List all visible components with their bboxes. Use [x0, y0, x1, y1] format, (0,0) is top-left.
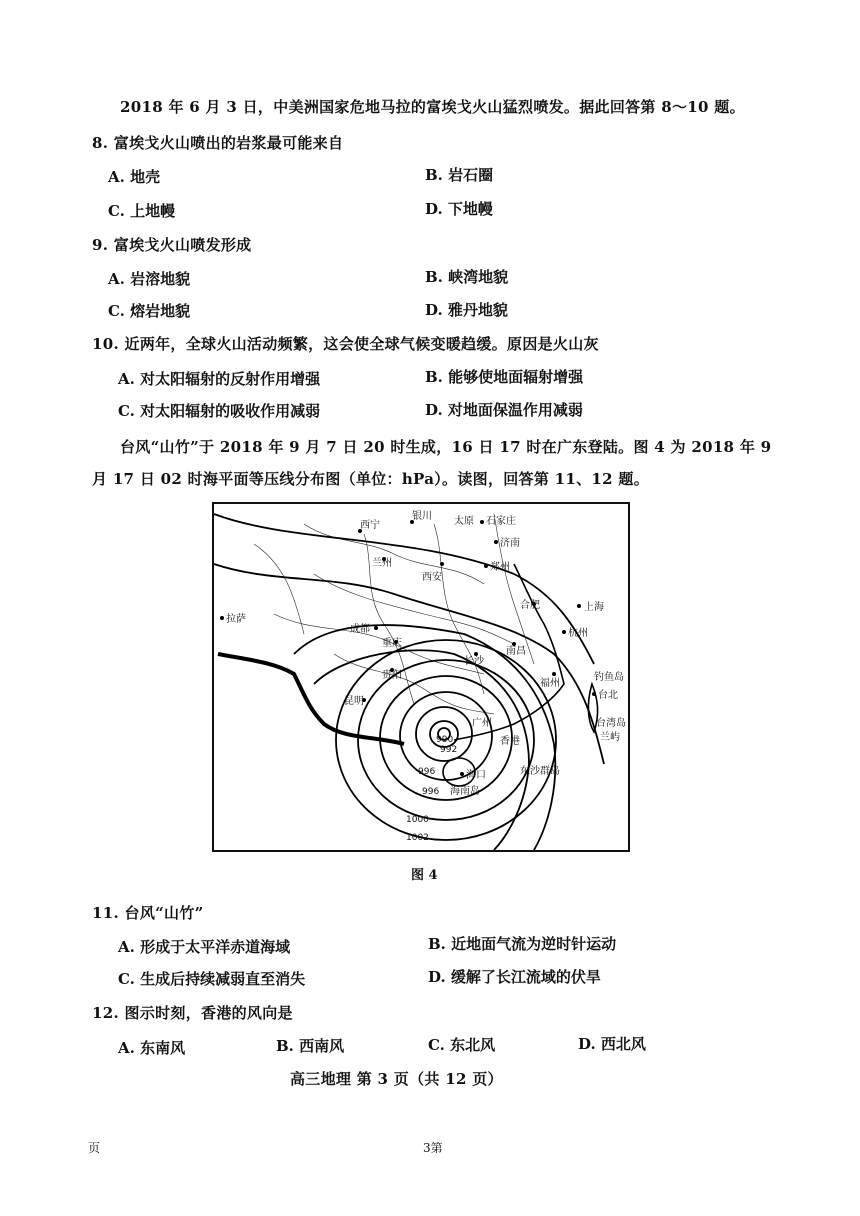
isobar-label-1002: 1002 — [406, 833, 429, 843]
city-jinan: 济南 — [500, 538, 520, 549]
question-10-stem: 10. 近两年，全球火山活动频繁，这会使全球气候变暖趋缓。原因是火山灰 — [92, 335, 599, 353]
bottom-page-marker: 3第 — [423, 1141, 443, 1155]
question-8-option-d: D. 下地幔 — [425, 200, 493, 218]
province-borders — [254, 514, 534, 714]
city-xian: 西安 — [422, 572, 442, 583]
city-taiyuan: 太原 — [454, 516, 474, 527]
city-xianggang: 香港 — [500, 736, 520, 747]
question-9-option-a: A. 岩溶地貌 — [108, 270, 191, 288]
question-9-option-c: C. 熔岩地貌 — [108, 302, 191, 320]
question-12-stem: 12. 图示时刻，香港的风向是 — [92, 1004, 293, 1022]
isobar-map — [212, 502, 630, 852]
city-kunming: 昆明 — [344, 696, 364, 707]
city-lanyu: 兰屿 — [600, 732, 620, 743]
city-hainan: 海南岛 — [450, 786, 480, 797]
national-border — [218, 654, 404, 744]
city-diaoyu: 钓鱼岛 — [594, 672, 624, 683]
question-8-option-c: C. 上地幔 — [108, 202, 176, 220]
question-10-option-d: D. 对地面保温作用减弱 — [425, 401, 583, 419]
bottom-left-marker: 页 — [88, 1141, 101, 1155]
isobar-label-992: 992 — [440, 745, 458, 755]
city-shijiazhuang: 石家庄 — [486, 516, 516, 527]
question-11-option-a: A. 形成于太平洋赤道海域 — [118, 938, 291, 956]
city-taibei: 台北 — [598, 690, 618, 701]
city-chongqing: 重庆 — [382, 638, 402, 649]
city-dots — [220, 520, 596, 776]
city-lasa: 拉萨 — [226, 614, 246, 625]
question-8-stem: 8. 富埃戈火山喷出的岩浆最可能来自 — [92, 134, 344, 152]
isobar-label-996b: 996 — [422, 787, 440, 797]
city-nanchang: 南昌 — [506, 646, 526, 657]
question-12-option-d: D. 西北风 — [578, 1035, 646, 1053]
city-chengdu: 成都 — [350, 624, 370, 635]
city-dongsha: 东沙群岛 — [520, 766, 560, 777]
city-taiwan: 台湾岛 — [596, 718, 626, 729]
question-12-option-a: A. 东南风 — [118, 1039, 186, 1057]
intro-typhoon-line-2: 月 17 日 02 时海平面等压线分布图（单位：hPa）。读图，回答第 11、12 题。 — [92, 470, 650, 488]
coastline — [443, 564, 598, 786]
question-11-option-b: B. 近地面气流为逆时针运动 — [428, 935, 617, 953]
question-11-option-c: C. 生成后持续减弱直至消失 — [118, 970, 306, 988]
question-12-option-b: B. 西南风 — [276, 1037, 345, 1055]
city-guangzhou: 广州 — [472, 718, 492, 729]
city-hefei: 合肥 — [520, 600, 540, 611]
question-9-stem: 9. 富埃戈火山喷发形成 — [92, 236, 252, 254]
question-8-option-a: A. 地壳 — [108, 168, 161, 186]
isobar-label-1000: 1000 — [406, 815, 429, 825]
question-12-option-c: C. 东北风 — [428, 1036, 496, 1054]
question-9-option-b: B. 峡湾地貌 — [425, 268, 509, 286]
question-9-option-d: D. 雅丹地貌 — [425, 301, 508, 319]
question-10-option-c: C. 对太阳辐射的吸收作用减弱 — [118, 402, 321, 420]
city-guiyang: 贵阳 — [382, 670, 402, 681]
isobar-label-996a: 996 — [418, 767, 436, 777]
city-zhengzhou: 郑州 — [490, 562, 510, 573]
isobar-label-990: 990 — [436, 735, 454, 745]
question-11-stem: 11. 台风“山竹” — [92, 904, 204, 922]
city-lanzhou: 兰州 — [372, 558, 392, 569]
page-footer: 高三地理 第 3 页（共 12 页） — [290, 1070, 503, 1088]
city-fuzhou: 福州 — [540, 678, 560, 689]
city-haikou: 海口 — [466, 770, 486, 781]
question-10-option-a: A. 对太阳辐射的反射作用增强 — [118, 370, 321, 388]
city-shanghai: 上海 — [584, 602, 604, 613]
intro-volcano: 2018 年 6 月 3 日，中美洲国家危地马拉的富埃戈火山猛烈喷发。据此回答第 8～10 题。 — [120, 98, 745, 116]
question-10-option-b: B. 能够使地面辐射增强 — [425, 368, 584, 386]
figure-caption: 图 4 — [411, 868, 438, 883]
city-xining: 西宁 — [360, 520, 380, 531]
city-yinchuan: 银川 — [412, 511, 432, 522]
city-changsha: 长沙 — [464, 656, 484, 667]
question-8-option-b: B. 岩石圈 — [425, 166, 494, 184]
question-11-option-d: D. 缓解了长江流域的伏旱 — [428, 968, 601, 986]
city-hangzhou: 杭州 — [568, 628, 588, 639]
intro-typhoon-line-1: 台风“山竹”于 2018 年 9 月 7 日 20 时生成，16 日 17 时在广东登陆。图 4 为 2018 年 9 — [120, 438, 772, 456]
